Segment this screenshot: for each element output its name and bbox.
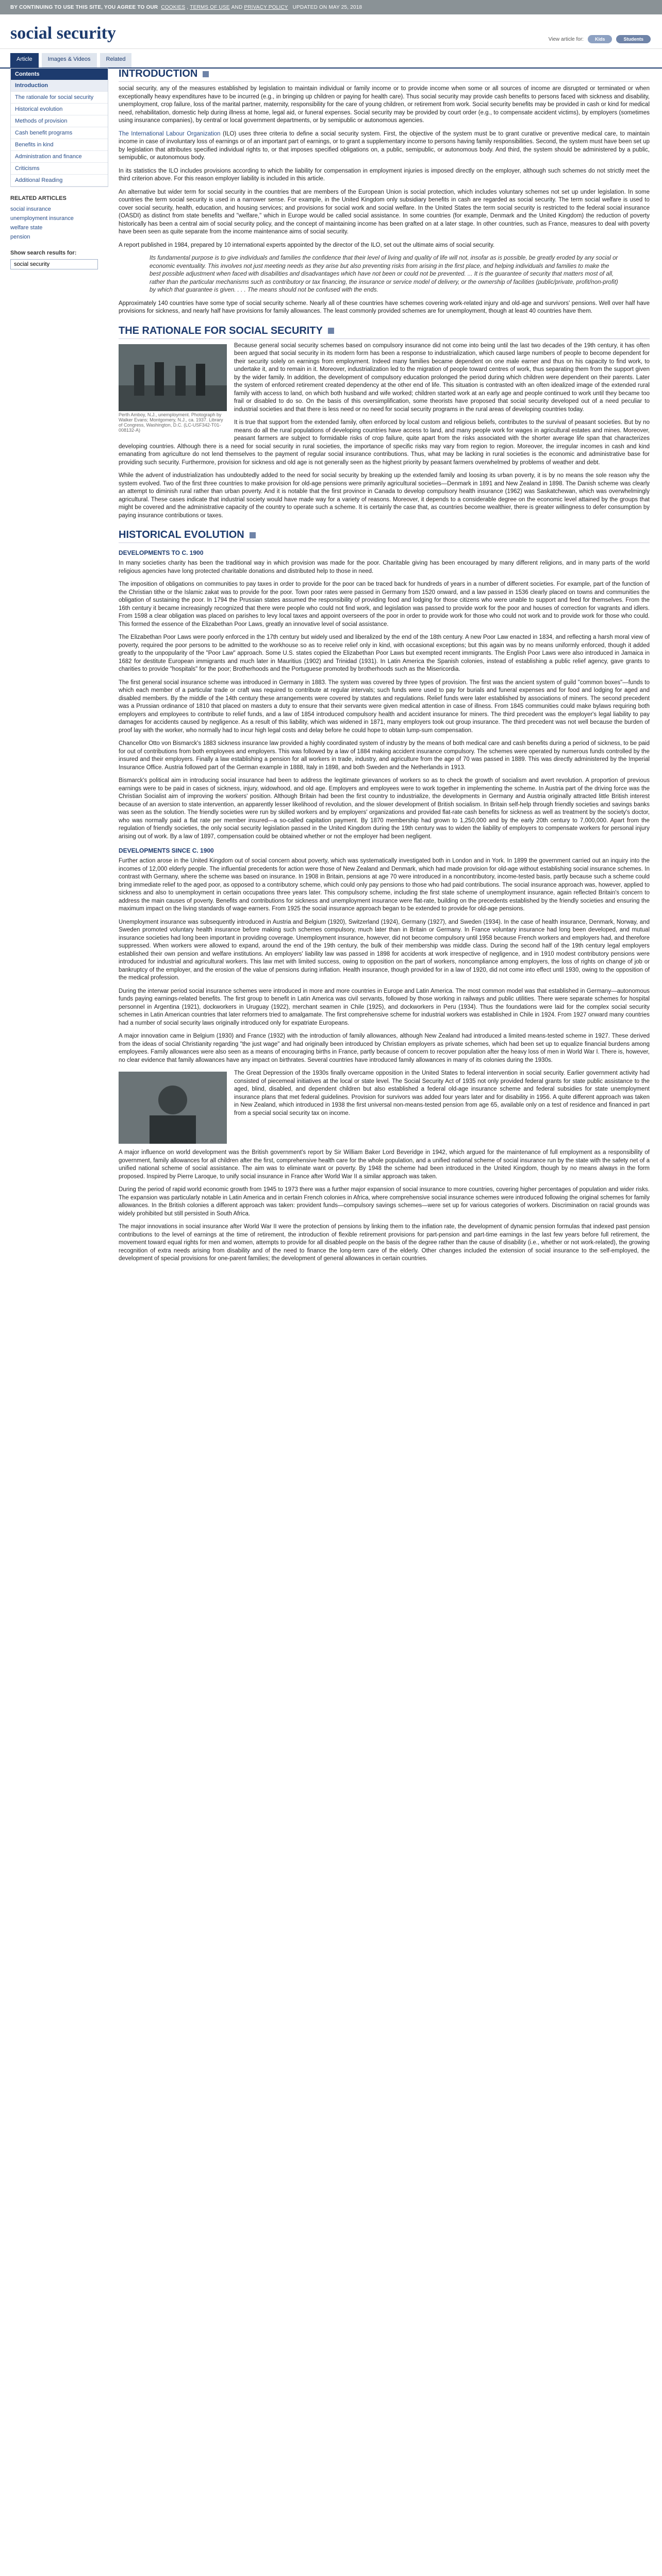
students-button[interactable]: Students — [616, 35, 651, 43]
section-heading — [119, 68, 650, 82]
section-toggle-icon[interactable] — [203, 71, 209, 77]
related-link[interactable]: social insurance — [10, 206, 51, 212]
ilo-link[interactable]: The International Labour Organization — [119, 130, 221, 137]
contents-item-historical[interactable]: Historical evolution — [11, 104, 108, 115]
paragraph: The Great Depression of the 1930s finally overcame opposition in the United States to federal intervention in social security. Earlier government activity had consisted of piecemeal initiatives at the local or state level. The Social Security Act of 1935 not only provided federal grants for state public assistance to the aged, blind, disabled, and dependent children but also established a federal old-age insurance scheme and federal subsidies for state unemployment insurance plans that met federal guidelines. Provision for survivors was added four years later and for disability in 1956. A quite different approach was taken in New Zealand, which introduced in 1938 the first universal non-means-tested pension from age 65, available only on a test of residence and financed in part from a special social security tax on income. — [234, 1070, 650, 1116]
view-label: View article for: — [548, 36, 584, 42]
photo-roosevelt — [119, 1072, 227, 1144]
paragraph: A major influence on world development was the British government's report by Sir William Baker Lord Beveridge in 1942, which argued for the maintenance of full employment as a responsibility of government, family allowances for all children after the first, comprehensive health care for the whole population, and a unified national scheme of social insurance run by the state with the safety net of a unified national scheme of social assistance. The aim was to eliminate want or poverty. By 1948 the scheme had been introduced in the United Kingdom, though by no means always in the form proposed. Inspired by Pierre Laroque, to unify social insurance in France after World War II a similar approach was taken. — [119, 1149, 650, 1180]
contents-item-criticisms[interactable]: Criticisms — [11, 163, 108, 175]
section-toggle-icon[interactable] — [250, 532, 256, 538]
section-heading — [119, 325, 650, 339]
contents-title: Contents — [11, 69, 108, 80]
kids-button[interactable]: Kids — [588, 35, 613, 43]
paragraph: Further action arose in the United Kingdom out of social concern about poverty, which was systematically investigated both in London and in York. In 1899 the government carried out an inquiry into the incomes of 12,000 elderly people. The influential precedents for action were those of New Zealand and Denmark, which had made provision for old-age without establishing social insurance schemes. In contrast with Germany, where the scheme was based on insurance. In 1908 in Britain, pensions at age 70 were introduced in a noncontributory, income-tested basis, partly because such a scheme could bring immediate relief to the aged poor, as opposed to a contributory scheme, which could only pay pensions to those who had paid contributions. The social insurance approach was, however, applied to sickness and also to unemployment in certain occupations three years later. This compulsory scheme, including the first state scheme of unemployment insurance, again reflected Britain's concern to address the main causes of poverty. Benefits and contributions for sickness and unemployment insurance were flat-rate, building on the precedents established by the friendly societies and ensuring the maximum impact on the living standards of wage earners. From 1925 the social insurance approach began to be extended to provide for old-age pensions. — [119, 858, 650, 912]
notice-and: AND — [231, 4, 243, 10]
section-heading — [119, 529, 650, 543]
paragraph: An alternative but wider term for social security in the countries that are members of the European Union is social protection, which includes voluntary schemes not set up under legislation. In some countries the term social security is used in a narrower sense. For example, in the United Kingdom only subsidiary benefits in cash are regarded as social security. The term social welfare is used to cover social security, health, education, and housing services; and provisions for social work and social welfare. In the United States the term social security is restricted to the federal social insurance (OASDI) as distinct from state benefits and "welfare," which in Europe would be called social assistance. In some countries (for example, Denmark and the United Kingdom) the reduction of poverty historically has been a central aim of social security policy, and the concept of maintaining income has been grafted on at a later stage. In other countries, such as France, measures to deal with poverty have been seen as quite separate from the income maintenance aims of social security. — [119, 189, 650, 235]
paragraph: The first general social insurance scheme was introduced in Germany in 1883. The system was covered by three types of provision. The first was the ancient system of guild "common boxes"—funds to which each member of a particular trade or craft was required to contribute at regular intervals; such funds were used to pay for burials and funeral expenses and for food and lodging for aged and disabled members. By the middle of the 14th century these arrangements were covered by statutes and regulations. Relief funds were later established by associations of miners. The second precedent was a Prussian ordinance of 1810 that placed on masters a duty to ensure that their servants were given medical attention in case of illness. From 1845 communities could make bylaws requiring both employers and employees to contribute to relief funds, and a law of 1854 introduced compulsory health and accident insurance for miners. The third precedent was the employer's legal liability to pay damages for accidents caused by negligence. As a result of this liability, which was widened in 1871, many employers took out group insurance. The third precedent was not well because the burden of proof lay with the worker, who normally had to incur high legal costs and delay before he could hope to obtain lump-sum compensation. — [119, 679, 650, 734]
paragraph: Bismarck's political aim in introducing social insurance had been to address the legitimate grievances of workers so as to check the growth of socialism and avert revolution. A proportion of previous earnings were to be paid in cases of sickness, injury, widowhood, and old age. Employers and employees were to work together in implementing the scheme. In Austria part of the driving force was the Christian Socialist aim of improving the workers' position. Although Britain had been the first country to industrialize, the developments in Germany and Austria originally attracted little British interest because of an aversion to state intervention, an apparently lesser likelihood of revolution, and the slower development of British socialism. In Britain self-help through friendly societies and savings banks was seen as the solution. The friendly societies were run by skilled workers and by employers' organizations and provided flat-rate cash benefits for sickness as well as treatment by the society's doctor, who was normally paid a flat rate per member insured—a so-called capitation payment. By 1870 membership had grown to 1,250,000 and by the early 20th century to 7,000,000. Apart from the regulation of friendly societies, the only social security legislation passed in the United Kingdom during the 19th century was to widen the liability of employers to compensate workers for personal injury arising out of work. By a law of 1897, compensation could be obtained whether or not the employer had been negligent. — [119, 777, 650, 840]
article-body — [119, 68, 650, 1268]
photo-figure[interactable] — [119, 1072, 227, 1145]
paragraph: A report published in 1984, prepared by 10 international experts appointed by the director of the ILO, set out the ultimate aims of social security. — [119, 242, 495, 248]
paragraph: The major innovations in social insurance after World War II were the protection of pensions by linking them to the inflation rate, the development of dynamic pension formulas that indexed past pension contributions to the level of earnings at the time of retirement, the introduction of flexible retirement provisions for part-pension and part-time earnings in the last few years before full retirement, the movement toward equal rights for men and women, attempts to provide for all disabled people on the basis of the degree rather than the cause of disability (i.e., whether or not work-related), the growing recognition of extra needs arising from disability and of the need to finance the long-term care of the elderly. Other changes included the extension of social insurance to the self-employed, the development of special provisions for one-parent families; the development of general allowances in certain countries. — [119, 1224, 650, 1262]
subsection-heading: DEVELOPMENTS SINCE C. 1900 — [119, 847, 214, 854]
contents-item-methods[interactable]: Methods of provision — [11, 115, 108, 127]
photo-caption: Perth Amboy, N.J., unemployment. Photograph by Walker Evans; Montgomery, N.J., ca. 1937. Library of Congress, Washington, D.C. (LC-USF342-T01-008132-A) — [119, 412, 223, 433]
tab-article[interactable]: Article — [10, 53, 39, 67]
paragraph: It is true that support from the extended family, often enforced by local custom and religious beliefs, contributes to the survival of peasant societies. But by no means do all the rural populations of developing countries have access to land, and many people work for wages in agricultural estates and mines. Moreover, peasant farmers are subject to formidable risks of crop failure, quite apart from the risks associated with the shorter average life span that characterizes developing countries. Although there is a need for social security in rural societies, the importance of specific risks may vary from region to region. Moreover, the irregular incomes in cash and kind emanating from agriculture do not lend themselves to the payment of regular social insurance contributions. Thus, what may be lacking in rural societies is the economic and administrative base for providing such security. Furthermore, provision for sickness and old age is not generally seen as the highest priority by peasant farmers overwhelmed by problems of weather and debt. — [119, 419, 650, 466]
history-heading: HISTORICAL EVOLUTION — [119, 529, 244, 540]
notice-suffix: UPDATED ON MAY 25, 2018 — [292, 4, 362, 10]
photo-figure[interactable] — [119, 344, 227, 433]
related-link[interactable]: unemployment insurance — [10, 215, 74, 222]
paragraph — [119, 130, 650, 162]
search-results-input[interactable] — [10, 259, 98, 269]
related-link[interactable]: pension — [10, 234, 30, 240]
tab-related[interactable]: Related — [100, 53, 132, 67]
privacy-link[interactable]: PRIVACY POLICY — [244, 4, 288, 10]
paragraph: During the period of rapid world economic growth from 1945 to 1973 there was a further major expansion of social insurance to more countries, covering higher percentages of population and wider risks. The expansion was particularly notable in Latin America and in certain French colonies in Africa, where comprehensive social insurance schemes were introduced following the original schemes for family allowances. In the British colonies a different approach was taken: provident funds—compulsory savings schemes—were set up for various categories of workers. Discrimination on racial grounds was widely prohibited but still persisted in South Africa. — [119, 1187, 650, 1217]
block-quote: Its fundamental purpose is to give individuals and families the confidence that their level of living and quality of life will not, insofar as is possible, be greatly eroded by any social or economic eventuality. This involves not just meeting needs as they arise but also preventing risks from arising in the first place, and helping individuals and families to make the best possible adjustment when faced with disabilities and disadvantages which have not been or could not be prevented. ... It is the guarantee of security that matters most of all, rather than the particular mechanisms such as contributory or tax financing, the insurance or service model of delivery, or the ownership of facilities (public/private, profit/non-profit) by which that guarantee is given. . . . The means should not be confused with the ends. — [150, 255, 618, 293]
paragraph: While the advent of industrialization has undoubtedly added to the need for social security by breaking up the extended family and loosing its urban poverty, it is by no means the sole reason why the system evolved. Two of the first three countries to make provision for old-age pensions were primarily agricultural societies—Denmark in 1891 and New Zealand in 1898. The Danish scheme was clearly an attempt to diminish rural rather than urban poverty. And it is notable that the first province in Canada to develop compulsory health insurance (1962) was Saskatchewan, which was overwhelmingly agricultural. These cases indicate that industrial society would have made way for a variety of reasons. Moreover, it depends to a considerable degree on the economic level attained by the groups that might be covered and the administrative capacity of the country to operate such a scheme. It is certainly the case that, as countries become wealthier, there is greater willingness to defer consumption by paying insurance contributions or taxes. — [119, 472, 650, 519]
subsection-heading: DEVELOPMENTS TO C. 1900 — [119, 549, 204, 556]
paragraph-text: (ILO) uses three criteria to define a social security system. First, the objective of the system must be to grant curative or preventive medical care, to maintain income in case of involuntary loss of earnings or of an important part of earnings, or to grant a supplementary income to persons having family responsibilities. Second, the system must have been set up by legislation that attributes specified individual rights to, or that imposes specified obligations on, a public, semipublic, or autonomous body. And third, the system should be administered by a public, semipublic, or autonomous body. — [119, 130, 650, 161]
paragraph: The Elizabethan Poor Laws were poorly enforced in the 17th century but widely used and liberalized by the end of the 18th century. A new Poor Law enacted in 1834, and reflecting a harsh moral view of poverty, required the poor persons to be admitted to the workhouse so as to receive relief only in kind, with occasional exceptions; but this again was by no means uniformly enforced, though it added greatly to the unpopularity of the "Poor Law" approach. Some U.S. states copied the Elizabethan Poor Laws but exempted recent immigrants. The English Poor Laws were also introduced in Jamaica in 1682 for destitute European immigrants and much later in Mauritius (1902) and Trinidad (1931). In Latin America the Spanish colonies, instead of establishing a public relief agency, gave grants to charities to provide "hospitals" for the poor; Brotherhoods and the Portuguese promoted by brotherhoods such as the Misericordia. — [119, 634, 650, 672]
notice-prefix: BY CONTINUING TO USE THIS SITE, YOU AGREE TO OUR — [10, 4, 158, 10]
contents-item-reading[interactable]: Additional Reading — [11, 175, 108, 187]
contents-item-introduction[interactable]: Introduction — [11, 80, 108, 92]
tab-images-videos[interactable]: Images & Videos — [42, 53, 97, 67]
contents-item-rationale[interactable]: The rationale for social security — [11, 92, 108, 104]
view-article-for — [549, 35, 651, 43]
section-toggle-icon[interactable] — [328, 328, 334, 334]
article-tabs — [0, 49, 662, 69]
related-title: RELATED ARTICLES — [10, 195, 67, 201]
paragraph: Approximately 140 countries have some type of social security scheme. Nearly all of these countries have schemes covering work-related injury and old-age and survivors' pensions. Well over half have provisions for sickness, and nearly half have provisions for family allowances. The least commonly provided schemes are for unemployment, though at least 40 countries have them. — [119, 300, 650, 314]
paragraph: Unemployment insurance was subsequently introduced in Austria and Belgium (1920), Switzerland (1924), Germany (1927), and Sweden (1934). In the case of health insurance, Denmark, Norway, and Sweden promoted voluntary health insurance before making such schemes compulsory, much later than in Britain or Germany. In France voluntary insurance had long been developed, and mutual insurance societies had long been important in providing coverage. Unemployment insurance, however, did not become compulsory until 1958 because French workers and employers had, and therefore suppressed. When workers were allowed to expand, around the end of the 19th century, the bulk of their membership was middle class. During the second half of the 19th century legal employers established their own pension and welfare institutions. An employers' liability law was passed in 1898 for accidents at work irrespective of negligence, and in 1910 modest contributory pensions were introduced for industrial and agricultural workers. This law met with limited success, owing to opposition on the part of workers, noncompliance among employers, the loss of rights on change of job or bankruptcy of the employer, and the erosion of the value of pensions during inflation. Health insurance, though provided for in a law of 1920, did not come into effect until 1930, owing to the opposition of the medical profession. — [119, 919, 650, 981]
page-title: social security — [10, 24, 116, 43]
contents-item-cash[interactable]: Cash benefit programs — [11, 127, 108, 139]
paragraph: social security, any of the measures established by legislation to maintain individual or family income or to provide income when some or all sources of income are disrupted or terminated or when exceptionally heavy expenditures have to be incurred (e.g., in bringing up children or paying for health care). Thus social security may provide cash benefits to persons faced with sickness and disability, unemployment, crop failure, loss of the marital partner, maternity, responsibility for the care of young children, or retirement from work. Social security benefits may be provided in cash or kind for medical need, rehabilitation, domestic help during illness at home, legal aid, or funeral expenses. Social security may be provided by court order (e.g., to compensate accident victims), by employers (sometimes using insurance companies), by central or local government departments, or by semipublic or autonomous agencies. — [119, 86, 650, 124]
paragraph: Chancellor Otto von Bismarck's 1883 sickness insurance law provided a highly coordinated system of industry by the means of both medical care and cash benefits during a period of sickness, to be paid for out of contributions from both employees and employers. This was followed by a law of 1884 making accident insurance compulsory. The schemes were operated by numerous funds controlled by the insured and their employers. Finally a law establishing a pension for all workers in trade, industry, and agriculture from the age of 70 was passed in 1889. This was directly administered by the Imperial Insurance Office. Austria followed part of the German example in 1888, Italy in 1898, and both Sweden and the Netherlands in 1913. — [119, 740, 650, 771]
paragraph: During the interwar period social insurance schemes were introduced in more and more countries in Europe and Latin America. The most common model was that established in Germany—autonomous funds paying earnings-related benefits. The first group to benefit in Latin America was civil servants, followed by those working in railways and public utilities. There were separate schemes for hospital personnel in Argentina (1921), dockworkers in Uruguay (1922), merchant seamen in Chile (1925), and dockworkers in Peru (1934). Thus the foundations were laid for the complex social security schemes in Latin American countries that later reformers tried to amalgamate. The first comprehensive scheme for industrial workers was established in Chile in 1924. From 1927 onward many countries had a number of social security laws originally introduced only for expatriate Europeans. — [119, 988, 650, 1026]
intro-heading: INTRODUCTION — [119, 68, 198, 79]
cookies-link[interactable]: COOKIES — [161, 4, 186, 10]
paragraph: In its statistics the ILO includes provisions according to which the liability for compensation in employment injuries is imposed directly on the employer, although such schemes do not strictly meet the third criterion above. For this reason employer liability is included in this article. — [119, 167, 650, 182]
search-label: Show search results for: — [10, 250, 77, 256]
paragraph: In many societies charity has been the traditional way in which provision was made for the poor. Charitable giving has been encouraged by many different religions, and in many parts of the world religious agencies have long protected charitable donations and distributed help to those in need. — [119, 560, 650, 574]
contents-item-kind[interactable]: Benefits in kind — [11, 139, 108, 151]
paragraph: A major innovation came in Belgium (1930) and France (1932) with the introduction of family allowances, although New Zealand had introduced a limited means-tested scheme in 1927. These derived from the ideas of social Christianity regarding "the just wage" and had originally been introduced by Christian employers as private schemes, which had been set up to equalize financial burdens among employees. Family allowances were also seen as a means of encouraging births in France, partly because of concern to recover population after the heavy loss of men in World War I. There is, however, no clear evidence that family allowances have any impact on birthrates. Several countries have introduced family allowances in many of its colonies during the 1930s. — [119, 1033, 650, 1063]
related-link[interactable]: welfare state — [10, 225, 43, 231]
contents-item-admin[interactable]: Administration and finance — [11, 151, 108, 163]
cookie-notice: BY CONTINUING TO USE THIS SITE, YOU AGREE TO OUR COOKIES , TERMS OF USE AND PRIVACY POLICY UPDATED ON MAY 25, 2018 — [0, 0, 662, 14]
photo-unemployment — [119, 344, 227, 411]
rationale-heading: THE RATIONALE FOR SOCIAL SECURITY — [119, 325, 323, 336]
contents-box — [10, 68, 108, 187]
page-header — [0, 14, 662, 49]
paragraph: The imposition of obligations on communities to pay taxes in order to provide for the poor can be traced back for hundreds of years in a number of different societies. For example, part of the function of the Christian tithe or the Islamic zakat was to provide for the poor. Town poor rates were passed in Germany from 1520 onward, and a law passed in 1536 clearly placed on towns and communities the obligation of sustaining the poor. In 1794 the Prussian states assumed the responsibility of providing food and lodging for those citizens who were unable to support and feed for themselves. From the 16th century it became increasingly recognized that there were people who could not find work, and legislation was passed to provide work for the poor and houses of correction for vagrants and idlers. From 1598 a clear obligation was placed on parishes to levy local taxes and appoint overseers of the poor in order to provide work for those who could not work and to provide work for those who could. This formed the essence of the Elizabethan Poor Laws, greatly an innovative level of social assistance. — [119, 581, 650, 628]
terms-link[interactable]: TERMS OF USE — [190, 4, 230, 10]
sidebar — [10, 68, 108, 269]
paragraph: Because general social security schemes based on compulsory insurance did not come into being until the last two decades of the 19th century, it has often been argued that social security in its modern form has been a response to industrialization, which caused large numbers of people to become dependent for their security solely on earnings from employment. Indeed many families became dependent on one male earner and thus on his capacity to find work, to undertake it, and to remain in it. Moreover, industrialization led to the migration of people toward centres of work, thus separating them from the support given by the wider family. In addition, the development of compulsory education prolonged the period during which children were dependent on their parents. Later the system of enforced retirement created dependency at the other end of life. This situation is contrasted with an often idealized image of the extended rural family with access to land, on which both husband and wife worked; children started work at an early age and people continued to work until they became too frail or disabled to do so. On the basis of this oversimplification, some theorists have proposed that social security developed out of a need peculiar to industrial societies and that there is less need or no need for social security programs in the rural areas of developing countries today. — [234, 342, 650, 413]
